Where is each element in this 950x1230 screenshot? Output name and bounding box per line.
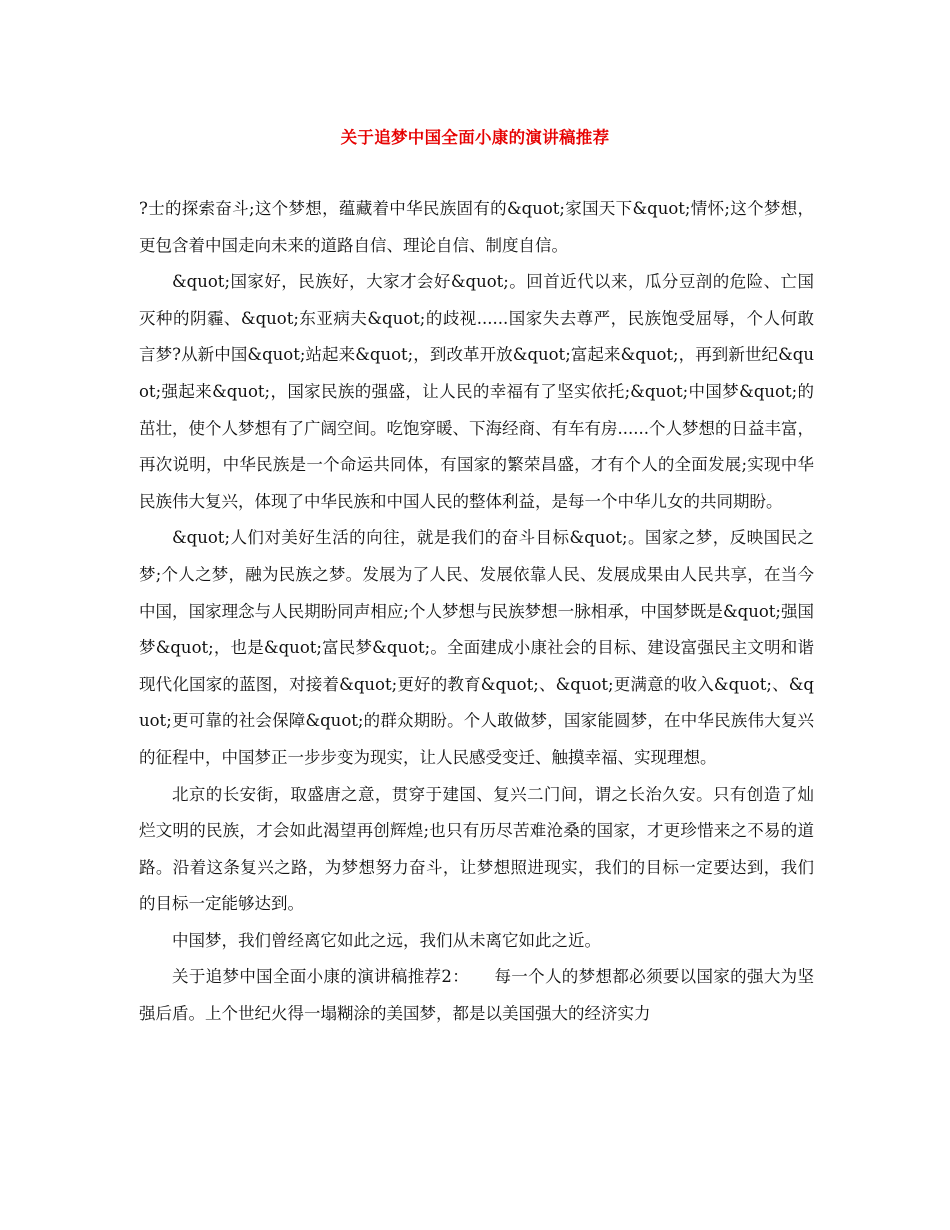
paragraph: 关于追梦中国全面小康的演讲稿推荐2： 每一个人的梦想都必须要以国家的强大为坚强后盾。上个世纪火得一塌糊涂的美国梦，都是以美国强大的经济实力 bbox=[139, 967, 814, 1024]
paragraph: ?士的探索奋斗;这个梦想，蕴藏着中华民族固有的&quot;家国天下&quot;情怀;这个梦想，更包含着中国走向未来的道路自信、理论自信、制度自信。 bbox=[139, 199, 814, 255]
document-title: 关于追梦中国全面小康的演讲稿推荐 bbox=[340, 128, 610, 147]
paragraph: &quot;人们对美好生活的向往，就是我们的奋斗目标&quot;。国家之梦，反映国民之梦;个人之梦，融为民族之梦。发展为了人民、发展依靠人民、发展成果由人民共享，在当今中国，国家理念与人民期盼同声相应;个人梦想与民族梦想一脉相承，中国梦既是&quot;强国梦&quot;，也是&quot;富民梦&quot;。全面建成小康社会的目标、建设富强民主文明和谐现代化国家的蓝图，对接着&quot;更好的教育&quot;、&quot;更满意的收入&quot;、&quot;更可靠的社会保障&quot;的群众期盼。个人敢做梦，国家能圆梦，在中华民族伟大复兴的征程中，中国梦正一步步变为现实，让人民感受变迁、触摸幸福、实现理想。 bbox=[139, 528, 814, 767]
paragraph: 中国梦，我们曾经离它如此之远，我们从未离它如此之近。 bbox=[172, 930, 601, 950]
document-body bbox=[139, 191, 814, 1033]
paragraph: &quot;国家好，民族好，大家才会好&quot;。回首近代以来，瓜分豆剖的危险、亡国灭种的阴霾、&quot;东亚病夫&quot;的歧视......国家失去尊严，民族饱受屈辱，个人何敢言梦?从新中国&quot;站起来&quot;，到改革开放&quot;富起来&quot;，再到新世纪&quot;强起来&quot;，国家民族的强盛，让人民的幸福有了坚实依托;&quot;中国梦&quot;的茁壮，使个人梦想有了广阔空间。吃饱穿暖、下海经商、有车有房......个人梦想的日益丰富，再次说明，中华民族是一个命运共同体，有国家的繁荣昌盛，才有个人的全面发展;实现中华民族伟大复兴，体现了中华民族和中国人民的整体利益，是每一个中华儿女的共同期盼。 bbox=[139, 272, 814, 511]
paragraph: 北京的长安街，取盛唐之意，贯穿于建国、复兴二门间，谓之长治久安。只有创造了灿烂文明的民族，才会如此渴望再创辉煌;也只有历尽苦难沧桑的国家，才更珍惜来之不易的道路。沿着这条复兴之路，为梦想努力奋斗，让梦想照进现实，我们的目标一定要达到，我们的目标一定能够达到。 bbox=[139, 784, 814, 914]
